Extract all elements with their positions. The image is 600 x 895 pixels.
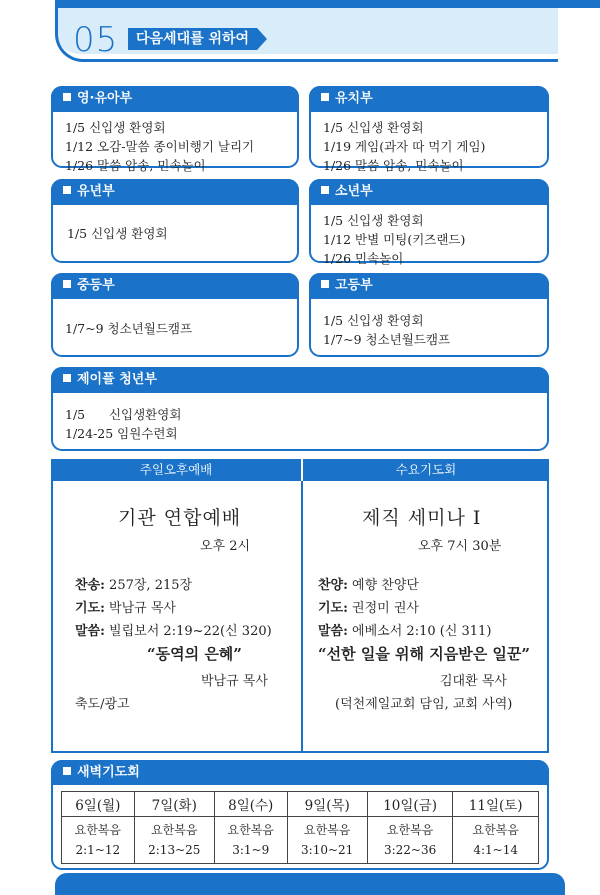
dept-header: [51, 367, 549, 393]
passage-book: 요한복음: [74, 823, 121, 837]
dawn-prayer-days-row: [62, 792, 539, 817]
dept-schedule: [65, 319, 289, 338]
service-divider: [301, 481, 303, 751]
dept-header: [309, 86, 549, 112]
wednesday-praise: [318, 574, 419, 593]
square-bullet-icon: [63, 767, 71, 775]
dawn-prayer-passages-row: [62, 817, 539, 864]
prayer-label: 기도:: [75, 601, 105, 616]
schedule-item: 1/5 신입생환영회: [65, 407, 182, 422]
dept-name: 영·유아부: [77, 91, 133, 106]
passage-cell: [134, 817, 214, 864]
wednesday-preacher-note: (덕천제일교회 담임, 교회 사역): [335, 697, 513, 712]
sunday-service-title: 기관 연합예배: [118, 507, 242, 529]
schedule-item: 1/5 신입생 환영회: [323, 313, 424, 328]
dept-schedule: [65, 118, 289, 175]
dawn-prayer-header: [51, 760, 549, 785]
passage-cell: [287, 817, 367, 864]
dept-header: [51, 86, 299, 112]
schedule-item: 1/5 신입생 환영회: [65, 120, 166, 135]
schedule-item: 1/19 게임(과자 따 먹기 게임): [323, 139, 486, 154]
prayer-value: 권정미 권사: [347, 601, 419, 616]
day-header: 10일(금): [367, 792, 453, 817]
dawn-prayer-table: [61, 791, 539, 864]
wednesday-preacher: 김대환 목사: [440, 674, 507, 689]
passage-cell: [453, 817, 539, 864]
dept-name: 제이플 청년부: [77, 372, 157, 387]
square-bullet-icon: [321, 280, 329, 288]
schedule-item: 1/7~9 청소년월드캠프: [65, 321, 193, 336]
sunday-hymn: [75, 574, 192, 593]
wednesday-service-title: 제직 세미나 I: [362, 507, 482, 529]
day-header: 8일(수): [214, 792, 287, 817]
sunday-service-heading: 주일오후예배: [51, 459, 301, 481]
passage-verse: 2:1~12: [75, 843, 121, 857]
dept-schedule: [65, 405, 539, 443]
dept-kinder: [309, 86, 549, 173]
dept-infant: [51, 86, 299, 173]
day-header: 9일(목): [287, 792, 367, 817]
schedule-item: 1/26 말씀 암송, 민속놀이: [65, 158, 206, 173]
day-header: 11일(토): [453, 792, 539, 817]
schedule-item: 1/26 민속놀이: [323, 251, 404, 266]
schedule-item: 1/7~9 청소년월드캠프: [323, 332, 451, 347]
square-bullet-icon: [63, 280, 71, 288]
square-bullet-icon: [63, 374, 71, 382]
sunday-prayer: [75, 597, 176, 616]
square-bullet-icon: [321, 93, 329, 101]
section-title: 다음세대를 위하여: [128, 28, 257, 50]
dept-name: 유치부: [335, 91, 373, 106]
section-number: 05: [73, 20, 119, 60]
day-header: 7일(화): [134, 792, 214, 817]
dept-header: [309, 179, 549, 205]
sunday-word: [75, 620, 272, 639]
wednesday-word: [318, 620, 491, 639]
wednesday-service-heading: 수요기도회: [303, 459, 549, 481]
hymn-value: 257장, 215장: [104, 578, 193, 593]
praise-label: 찬양:: [318, 578, 348, 593]
schedule-item: 1/12 오감-말씀 종이비행기 날리기: [65, 139, 255, 154]
dept-boys: [309, 179, 549, 266]
passage-verse: 4:1~14: [473, 843, 518, 857]
day-header: 6일(월): [62, 792, 135, 817]
dept-schedule: [323, 311, 539, 349]
square-bullet-icon: [321, 186, 329, 194]
prayer-value: 박남규 목사: [104, 601, 176, 616]
word-label: 말씀:: [318, 624, 348, 639]
passage-book: 요한복음: [386, 823, 434, 837]
passage-cell: [367, 817, 453, 864]
sunday-service-time: 오후 2시: [200, 539, 251, 554]
schedule-item: 1/5 신입생 환영회: [323, 213, 424, 228]
footer-bar: [55, 873, 565, 895]
schedule-item: 1/24-25 임원수련회: [65, 426, 178, 441]
schedule-item: 1/26 말씀 암송, 민속놀이: [323, 158, 464, 173]
passage-verse: 3:10~21: [301, 843, 354, 857]
sunday-closing: 축도/광고: [75, 697, 130, 712]
passage-book: 요한복음: [472, 823, 519, 837]
sunday-sermon-title: “동역의 은혜”: [147, 645, 242, 663]
dept-name: 소년부: [335, 184, 373, 199]
dept-junior-young: [51, 179, 299, 263]
dawn-prayer-heading: 새벽기도회: [77, 765, 140, 780]
wednesday-service-time: 오후 7시 30분: [418, 539, 502, 554]
square-bullet-icon: [63, 186, 71, 194]
schedule-item: 1/5 신입생 환영회: [67, 226, 168, 241]
dept-middle: [51, 273, 299, 357]
dawn-prayer-box: [51, 760, 549, 870]
dept-name: 고등부: [335, 278, 373, 293]
dept-header: [51, 273, 299, 299]
schedule-item: 1/12 반별 미팅(키즈랜드): [323, 232, 466, 247]
square-bullet-icon: [63, 93, 71, 101]
service-right-border: [547, 481, 549, 751]
dept-name: 유년부: [77, 184, 115, 199]
passage-cell: [62, 817, 135, 864]
dept-schedule: [67, 224, 289, 243]
dept-header: [51, 179, 299, 205]
service-bottom-border: [51, 751, 549, 753]
passage-verse: 2:13~25: [148, 843, 201, 857]
word-label: 말씀:: [75, 624, 105, 639]
prayer-label: 기도:: [318, 601, 348, 616]
wednesday-sermon-title: “선한 일을 위해 지음받은 일꾼”: [318, 645, 531, 663]
passage-cell: [214, 817, 287, 864]
wednesday-prayer: [318, 597, 419, 616]
passage-book: 요한복음: [303, 823, 351, 837]
passage-verse: 3:22~36: [383, 843, 437, 857]
passage-book: 요한복음: [151, 823, 198, 837]
top-accent-bar: [55, 0, 600, 8]
sunday-preacher: 박남규 목사: [201, 674, 268, 689]
passage-book: 요한복음: [227, 823, 274, 837]
dept-name: 중등부: [77, 278, 115, 293]
dept-schedule: [323, 211, 539, 268]
dept-header: [309, 273, 549, 299]
dept-schedule: [323, 118, 539, 175]
dept-youth: [51, 367, 549, 451]
schedule-item: 1/5 신입생 환영회: [323, 120, 424, 135]
praise-value: 예향 찬양단: [347, 578, 419, 593]
word-value: 에베소서 2:10 (신 311): [347, 624, 492, 639]
hymn-label: 찬송:: [75, 578, 105, 593]
passage-verse: 3:1~9: [232, 843, 270, 857]
dept-high: [309, 273, 549, 357]
word-value: 빌립보서 2:19~22(신 320): [104, 624, 272, 639]
